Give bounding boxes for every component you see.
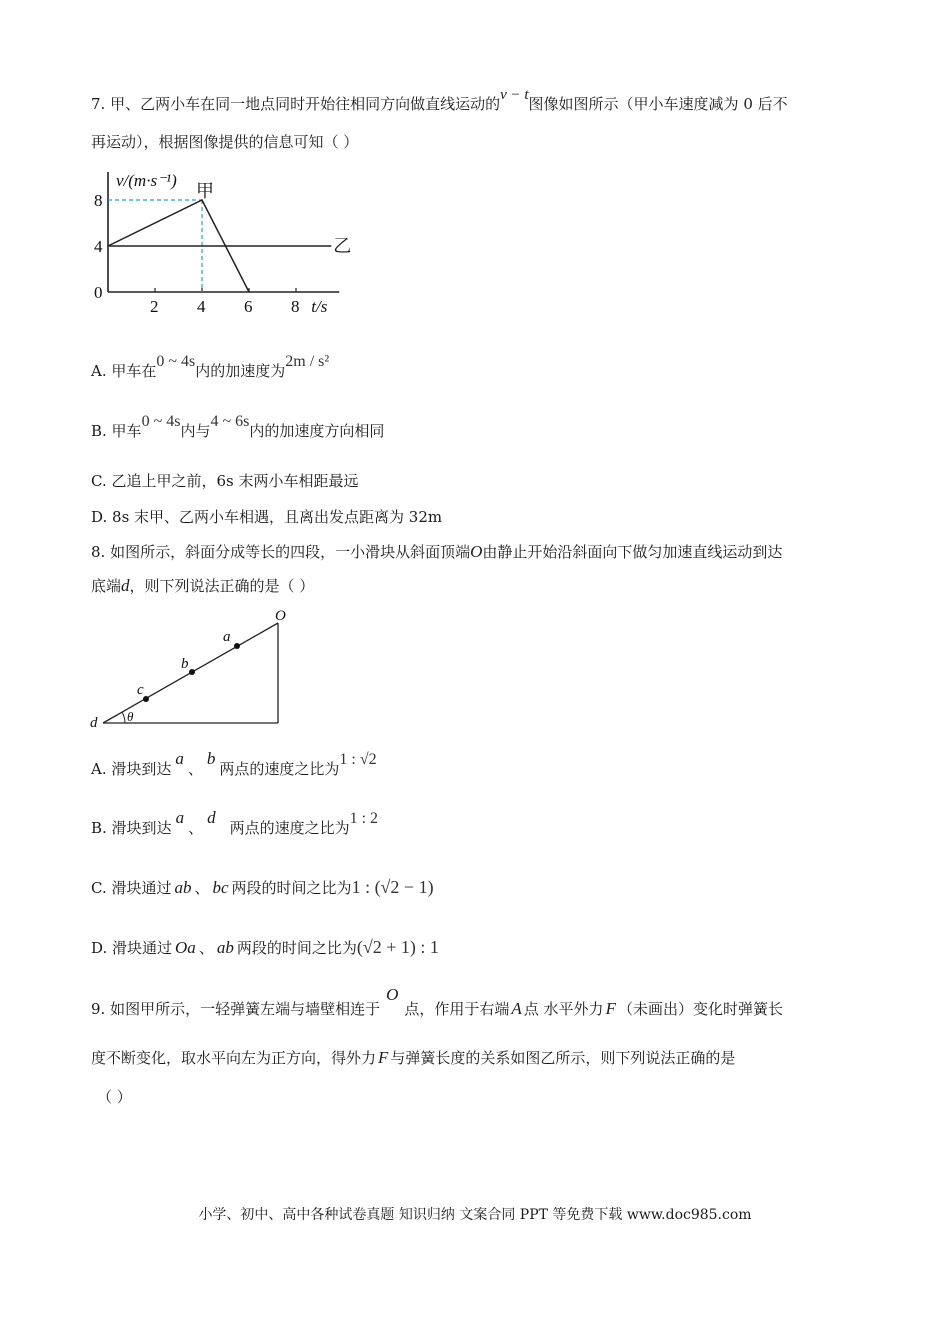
- q7-stem-line1: [91, 87, 788, 114]
- q7-opt-b-text-3: 内的加速度方向相同: [249, 422, 385, 440]
- point-c: [143, 696, 149, 702]
- label-d: d: [90, 715, 98, 731]
- q7-option-c[interactable]: C. 乙追上甲之前，6s 末两小车相距最远: [91, 472, 359, 490]
- q8-opt-d-math: (√2 + 1) : 1: [356, 937, 439, 957]
- q8-opt-a-text: A. 滑块到达: [91, 760, 172, 778]
- x-tick-label: 6: [244, 297, 253, 316]
- q7-opt-a-math-1: 0 ~ 4s: [156, 353, 196, 370]
- q7-opt-b-math-2: 4 ~ 6s: [210, 413, 250, 430]
- y-axis-label: v/(m·s⁻¹): [116, 171, 177, 190]
- label-a: a: [223, 629, 231, 645]
- q8-option-c[interactable]: [91, 877, 434, 898]
- q7-opt-a-text: A. 甲车在: [91, 362, 157, 380]
- q8-opt-a-var-2: b: [206, 749, 216, 768]
- q9-text-2: 点，作用于右端: [404, 1000, 510, 1018]
- theta-arc: [122, 712, 125, 723]
- q7-opt-b-text-2: 内与: [180, 422, 211, 440]
- q9-text-4: （未画出）变化时弹簧长: [617, 1000, 783, 1018]
- q8-opt-d-sep: 、: [198, 939, 214, 957]
- q8-stem-line2: [91, 575, 314, 596]
- x-tick-label: 4: [197, 297, 206, 316]
- label-c: c: [137, 682, 144, 698]
- q7-opt-b-math-1: 0 ~ 4s: [141, 413, 181, 430]
- point-a: [234, 643, 240, 649]
- q8-opt-c-var-2: bc: [212, 878, 229, 897]
- q8-opt-a-sep: 、: [187, 760, 203, 778]
- q8-opt-d-var-1: Oa: [175, 938, 196, 957]
- q9-text-3: 点 水平外力: [523, 1000, 604, 1018]
- q9-var-A: A: [511, 999, 522, 1018]
- y-tick-label: 0: [94, 283, 103, 302]
- q8-opt-b-text: B. 滑块到达: [91, 819, 172, 837]
- y-tick-label: 8: [94, 191, 103, 210]
- label-theta: θ: [127, 709, 134, 724]
- series-label-jia: 甲: [196, 181, 214, 201]
- q7-vt-chart: [88, 160, 352, 325]
- q7-stem-text-2: 图像如图所示（甲小车速度减为 0 后不: [528, 95, 788, 113]
- q8-stem-text-1: 8. 如图所示，斜面分成等长的四段，一小滑块从斜面顶端: [91, 543, 471, 561]
- q9-stem-line3: （ ）: [97, 1088, 132, 1106]
- label-O: O: [275, 608, 286, 624]
- q8-opt-c-sep: 、: [194, 879, 210, 897]
- q7-opt-a-text-2: 内的加速度为: [195, 362, 286, 380]
- y-tick-label: 4: [94, 237, 103, 256]
- q8-opt-c-text-2: 两段的时间之比为: [231, 879, 352, 897]
- q7-option-b[interactable]: [91, 413, 385, 441]
- q8-opt-b-var-2: d: [207, 808, 216, 827]
- q8-opt-c-math: 1 : (√2 − 1): [351, 877, 434, 897]
- point-b: [189, 669, 195, 675]
- q9-text-6: 与弹簧长度的关系如图乙所示，则下列说法正确的是: [390, 1049, 736, 1067]
- q8-opt-d-text: D. 滑块通过: [91, 939, 173, 957]
- label-b: b: [181, 656, 189, 672]
- q7-stem-vt: v − t: [500, 87, 529, 103]
- q8-opt-a-text-2: 两点的速度之比为: [219, 760, 340, 778]
- q7-opt-a-math-2: 2m / s²: [285, 353, 330, 370]
- q8-stem-text-3: 底端: [91, 577, 122, 595]
- x-tick-label: 2: [150, 297, 159, 316]
- q7-option-d[interactable]: D. 8s 末甲、乙两小车相遇，且离出发点距离为 32m: [91, 508, 443, 526]
- q9-var-F-2: F: [378, 1048, 389, 1067]
- q8-incline-diagram: [85, 603, 300, 733]
- q8-stem-O: O: [470, 542, 483, 561]
- q8-option-b[interactable]: [91, 808, 379, 838]
- q8-stem-text-2: 由静止开始沿斜面向下做匀加速直线运动到达: [482, 543, 783, 561]
- q8-opt-d-var-2: ab: [216, 938, 234, 957]
- q7-stem-text-1: 7. 甲、乙两小车在同一地点同时开始往相同方向做直线运动的: [91, 95, 501, 113]
- q8-opt-a-math: 1 : √2: [339, 751, 377, 768]
- q8-opt-c-var-1: ab: [174, 878, 192, 897]
- q9-stem-line1: [91, 985, 783, 1019]
- q8-stem-line1: [91, 541, 782, 562]
- q9-var-F: F: [605, 999, 616, 1018]
- q8-opt-d-text-2: 两段的时间之比为: [236, 939, 357, 957]
- q8-opt-c-text: C. 滑块通过: [91, 879, 172, 897]
- q8-option-d[interactable]: [91, 937, 439, 958]
- x-axis-label: t/s: [311, 297, 328, 316]
- series-label-yi: 乙: [333, 236, 352, 256]
- q8-option-a[interactable]: [91, 749, 377, 779]
- q8-opt-b-text-2: 两点的速度之比为: [229, 819, 350, 837]
- q7-stem-line2: 再运动），根据图像提供的信息可知（ ）: [91, 133, 359, 151]
- q8-stem-d: d: [121, 576, 130, 595]
- page-footer: 小学、初中、高中各种试卷真题 知识归纳 文案合同 PPT 等免费下载 www.doc985.com: [198, 1207, 752, 1223]
- q8-opt-b-math: 1 : 2: [349, 810, 379, 827]
- q8-opt-b-sep: 、: [188, 819, 204, 837]
- q8-opt-b-var-1: a: [175, 808, 185, 827]
- q7-opt-b-text: B. 甲车: [91, 422, 142, 440]
- q9-text-5: 度不断变化，取水平向左为正方向，得外力: [91, 1049, 377, 1067]
- q7-option-a[interactable]: [91, 353, 330, 381]
- q9-text-1: 9. 如图甲所示，一轻弹簧左端与墙壁相连于: [91, 1000, 381, 1018]
- x-tick-label: 8: [291, 297, 300, 316]
- q8-opt-a-var-1: a: [175, 749, 184, 768]
- q8-stem-text-4: ，则下列说法正确的是（ ）: [129, 577, 315, 595]
- q9-stem-line2: [91, 1047, 735, 1068]
- q9-var-O: O: [386, 985, 399, 1004]
